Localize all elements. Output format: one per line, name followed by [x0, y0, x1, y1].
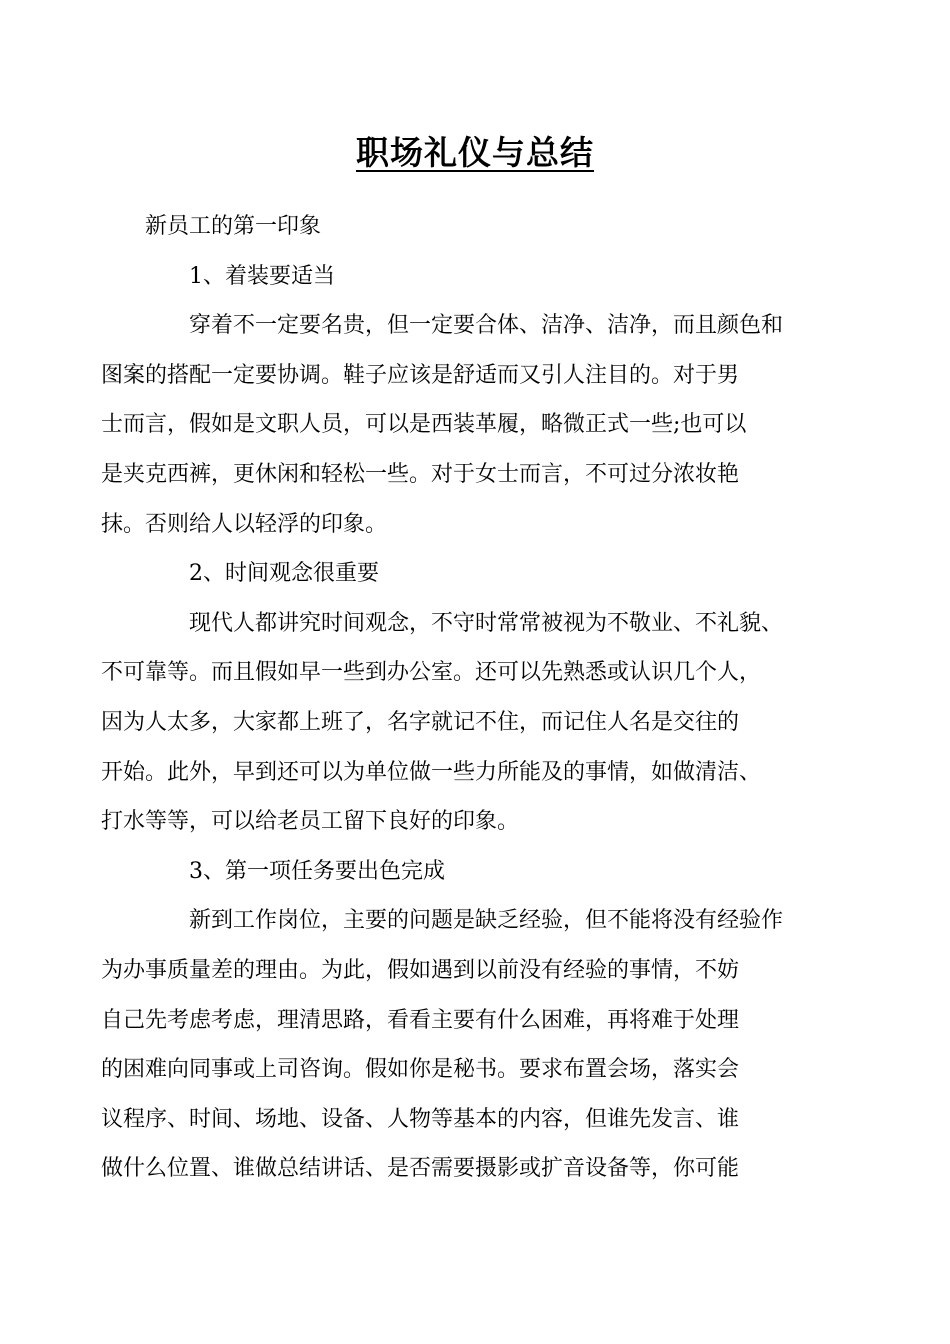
- paragraph-line: 图案的搭配一定要协调。鞋子应该是舒适而又引人注目的。对于男: [101, 362, 740, 388]
- item-paragraph-3: [101, 896, 815, 1194]
- item-paragraph-1: [101, 301, 815, 549]
- paragraph-line: 的困难向同事或上司咨询。假如你是秘书。要求布置会场，落实会: [101, 1057, 740, 1083]
- paragraph-line: 开始。此外，早到还可以为单位做一些力所能及的事情，如做清洁、: [101, 759, 762, 785]
- paragraph-line: 现代人都讲究时间观念，不守时常常被视为不敬业、不礼貌、: [189, 610, 784, 636]
- paragraph-line: 打水等等，可以给老员工留下良好的印象。: [101, 809, 520, 835]
- title-text: 职场礼仪与总结: [356, 133, 594, 172]
- item-heading-1: 1、着装要适当: [189, 263, 335, 289]
- paragraph-line: 做什么位置、谁做总结讲话、是否需要摄影或扩音设备等，你可能: [101, 1156, 740, 1182]
- paragraph-line: 新到工作岗位，主要的问题是缺乏经验，但不能将没有经验作: [189, 908, 784, 934]
- paragraph-line: 自己先考虑考虑，理清思路，看看主要有什么困难，再将难于处理: [101, 1007, 740, 1033]
- paragraph-line: 是夹克西裤，更休闲和轻松一些。对于女士而言，不可过分浓妆艳: [101, 461, 740, 487]
- item-heading-2: 2、时间观念很重要: [189, 561, 379, 587]
- paragraph-line: 穿着不一定要名贵，但一定要合体、洁净、洁净，而且颜色和: [189, 313, 784, 339]
- item-heading-3: 3、第一项任务要出色完成: [189, 858, 445, 884]
- item-paragraph-2: [101, 599, 815, 847]
- paragraph-line: 不可靠等。而且假如早一些到办公室。还可以先熟悉或认识几个人，: [101, 660, 762, 686]
- section-heading: 新员工的第一印象: [145, 214, 322, 239]
- document-title: [0, 128, 950, 178]
- document-body: [101, 202, 815, 1194]
- paragraph-line: 为办事质量差的理由。为此，假如遇到以前没有经验的事情，不妨: [101, 957, 740, 983]
- paragraph-line: 议程序、时间、场地、设备、人物等基本的内容，但谁先发言、谁: [101, 1106, 740, 1132]
- paragraph-line: 士而言，假如是文职人员，可以是西装革履，略微正式一些;也可以: [101, 412, 747, 438]
- paragraph-line: 因为人太多，大家都上班了，名字就记不住，而记住人名是交往的: [101, 709, 740, 735]
- paragraph-line: 抹。否则给人以轻浮的印象。: [101, 511, 388, 537]
